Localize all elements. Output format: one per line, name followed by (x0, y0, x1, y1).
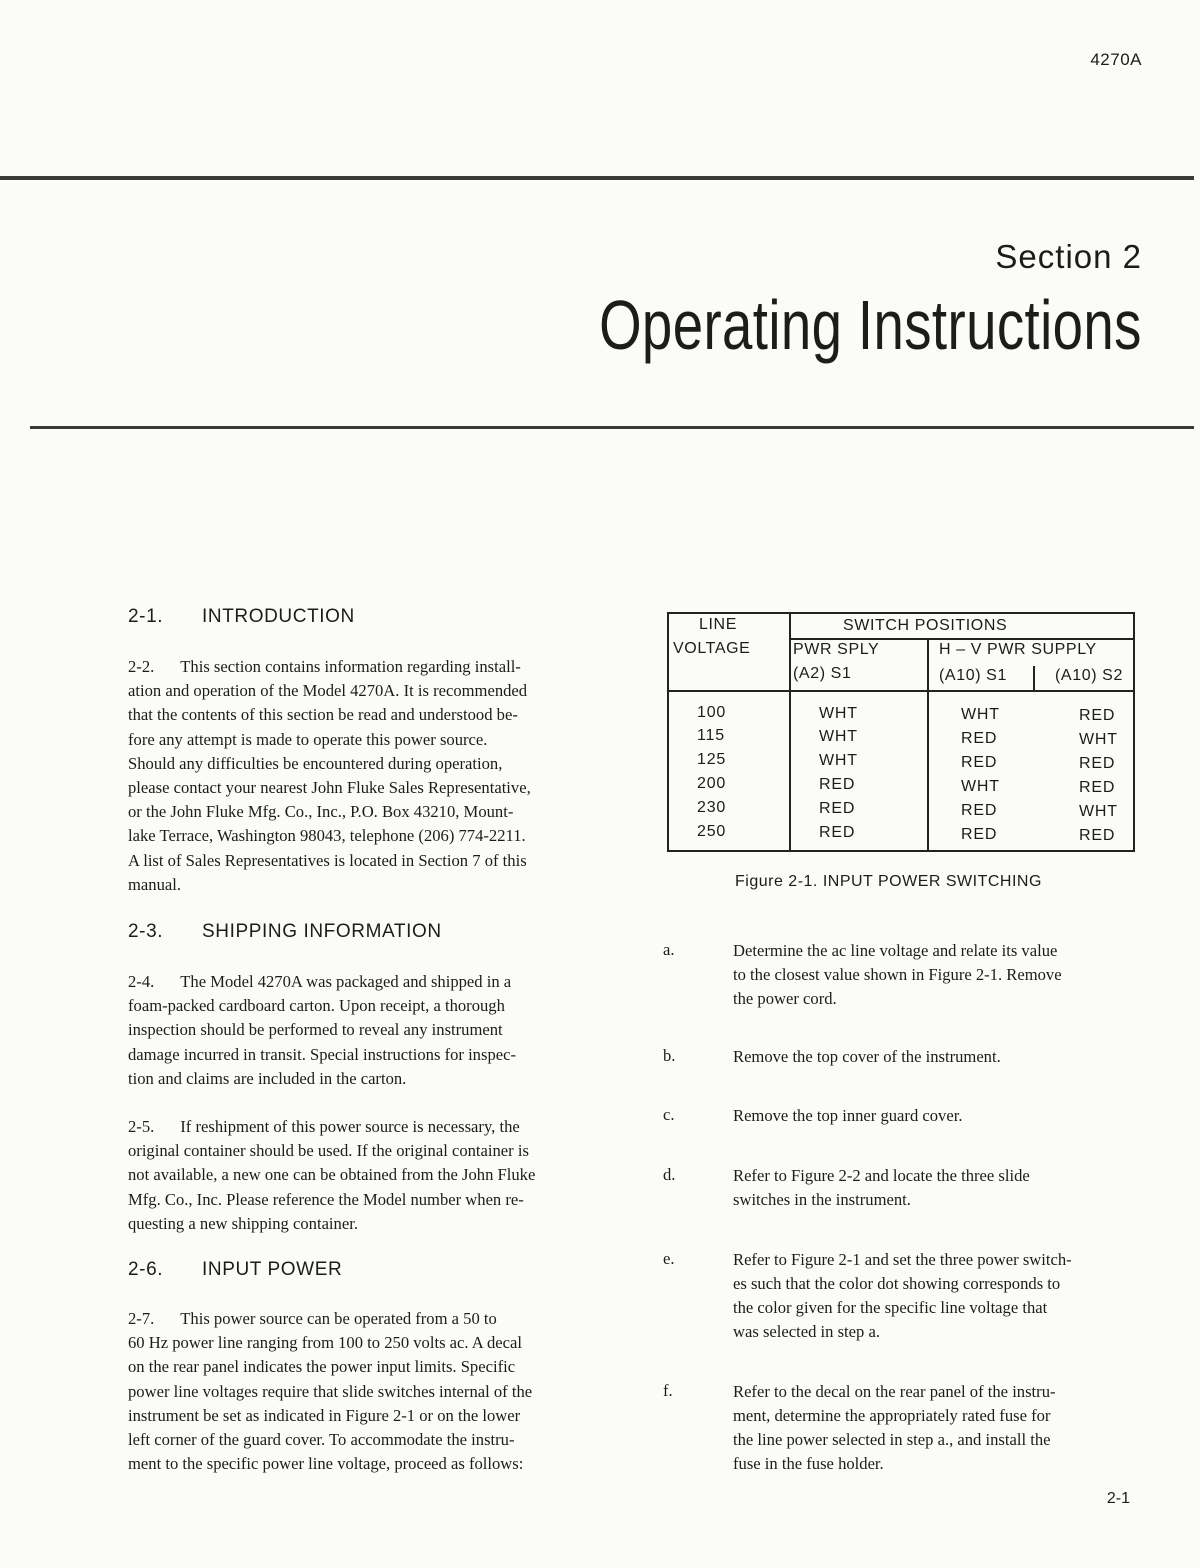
text-line: foam-packed cardboard carton. Upon receipt, a thorough (128, 996, 505, 1016)
table-divider (1033, 666, 1035, 690)
cell-a10s2: RED (1079, 755, 1116, 772)
cell-a10s1: WHT (961, 778, 1000, 795)
text-line: please contact your nearest John Fluke Sales Representative, (128, 778, 531, 798)
step-f-text (733, 1380, 1143, 1476)
cell-a10s1: RED (961, 754, 998, 771)
paragraph-2-4 (128, 970, 618, 1091)
text-line: to the closest value shown in Figure 2-1. Remove (733, 965, 1062, 984)
step-d-text (733, 1164, 1143, 1212)
text-line: manual. (128, 874, 181, 894)
header-pwr-sply: PWR SPLY (793, 641, 880, 658)
cell-voltage: 100 (697, 704, 727, 721)
text-line: the line power selected in step a., and install the (733, 1430, 1051, 1449)
text-line: left corner of the guard cover. To accommodate the instru- (128, 1430, 515, 1450)
section-number: Section 2 (995, 238, 1142, 275)
text-line: or the John Fluke Mfg. Co., Inc., P.O. Box 43210, Mount- (128, 802, 514, 822)
text-line: Mfg. Co., Inc. Please reference the Model number when re- (128, 1189, 524, 1209)
text-line: not available, a new one can be obtained from the John Fluke (128, 1165, 536, 1185)
figure-caption: Figure 2-1. INPUT POWER SWITCHING (735, 873, 1042, 890)
heading-number: 2-3. (128, 921, 164, 942)
table-divider (669, 690, 1133, 692)
cell-a2s1: RED (819, 824, 856, 841)
text-line: was selected in step a. (733, 1322, 880, 1341)
text-line: switches in the instrument. (733, 1190, 911, 1209)
cell-voltage: 250 (697, 823, 727, 840)
text-line: 2-7. This power source can be operated from a 50 to (128, 1309, 497, 1328)
cell-a10s1: WHT (961, 706, 1000, 723)
text-line: Remove the top cover of the instrument. (733, 1047, 1001, 1066)
header-a10-s2: (A10) S2 (1055, 667, 1123, 684)
text-line: the power cord. (733, 989, 837, 1008)
text-line: ment, determine the appropriately rated fuse for (733, 1406, 1051, 1425)
text-line: Refer to Figure 2-1 and set the three power switch- (733, 1250, 1072, 1269)
cell-a10s1: RED (961, 730, 998, 747)
step-letter: a. (663, 940, 675, 959)
text-line: ment to the specific power line voltage, proceed as follows: (128, 1454, 524, 1474)
cell-a10s1: RED (961, 802, 998, 819)
paragraph-number: 2-4. (128, 972, 155, 991)
page-number: 2-1 (1106, 1490, 1130, 1507)
header-switch-positions: SWITCH POSITIONS (843, 617, 1008, 634)
cell-a2s1: RED (819, 776, 856, 793)
text-line: questing a new shipping container. (128, 1213, 358, 1233)
cell-a10s2: WHT (1079, 803, 1118, 820)
cell-a2s1: WHT (819, 728, 858, 745)
text-line: Refer to Figure 2-2 and locate the three slide (733, 1166, 1030, 1185)
heading-title: SHIPPING INFORMATION (202, 921, 442, 942)
text-line: A list of Sales Representatives is located in Section 7 of this (128, 850, 527, 870)
text-line: fuse in the fuse holder. (733, 1454, 884, 1473)
paragraph-2-5 (128, 1115, 618, 1236)
bottom-rule (30, 426, 1194, 429)
text-line: 2-2. This section contains information regarding install- (128, 657, 521, 676)
cell-a2s1: WHT (819, 752, 858, 769)
cell-a10s1: RED (961, 826, 998, 843)
table-divider (789, 614, 791, 850)
text-line: on the rear panel indicates the power input limits. Specific (128, 1357, 516, 1377)
table-divider (789, 638, 1133, 640)
text-line: that the contents of this section be read and understood be- (128, 705, 518, 725)
text-line: original container should be used. If the original container is (128, 1141, 529, 1161)
text-line: ation and operation of the Model 4270A. It is recommended (128, 681, 528, 701)
text-line: power line voltages require that slide switches internal of the (128, 1381, 533, 1401)
model-number: 4270A (1090, 50, 1142, 69)
step-c-text (733, 1104, 1143, 1128)
step-b-text (733, 1045, 1143, 1069)
table-divider (927, 640, 929, 850)
text-line: 2-4. The Model 4270A was packaged and shipped in a (128, 972, 512, 991)
text-line: Refer to the decal on the rear panel of the instru- (733, 1382, 1056, 1401)
step-e-text (733, 1248, 1143, 1344)
cell-a10s2: RED (1079, 707, 1116, 724)
cell-a2s1: WHT (819, 705, 858, 722)
text-line: Should any difficulties be encountered during operation, (128, 753, 503, 773)
paragraph-2-2 (128, 655, 618, 897)
heading-introduction (128, 606, 355, 628)
text-line: es such that the color dot showing corresponds to (733, 1274, 1061, 1293)
step-letter: b. (663, 1046, 676, 1065)
header-line: LINE (699, 616, 737, 633)
text-line: 60 Hz power line ranging from 100 to 250 volts ac. A decal (128, 1333, 523, 1353)
heading-number: 2-1. (128, 606, 164, 627)
text-line: Determine the ac line voltage and relate its value (733, 941, 1058, 960)
text-line: damage incurred in transit. Special instructions for inspec- (128, 1044, 516, 1064)
paragraph-number: 2-2. (128, 657, 155, 676)
heading-shipping-information (128, 921, 442, 943)
heading-title: INTRODUCTION (202, 606, 355, 627)
header-a10-s1: (A10) S1 (939, 667, 1007, 684)
cell-a10s2: WHT (1079, 731, 1118, 748)
text-line: lake Terrace, Washington 98043, telephone (206) 774-2211. (128, 826, 526, 846)
text-line: tion and claims are included in the carton. (128, 1068, 407, 1088)
header-hv-pwr-supply: H – V PWR SUPPLY (939, 641, 1097, 658)
paragraph-2-7 (128, 1307, 618, 1476)
heading-title: INPUT POWER (202, 1259, 343, 1280)
top-rule (0, 176, 1194, 180)
heading-number: 2-6. (128, 1259, 164, 1280)
paragraph-number: 2-5. (128, 1117, 155, 1136)
heading-input-power (128, 1259, 342, 1281)
paragraph-number: 2-7. (128, 1309, 155, 1328)
text-line: the color given for the specific line voltage that (733, 1298, 1048, 1317)
text-line: 2-5. If reshipment of this power source is necessary, the (128, 1117, 520, 1136)
step-letter: d. (663, 1165, 676, 1184)
text-line: inspection should be performed to reveal any instrument (128, 1020, 503, 1040)
step-letter: c. (663, 1105, 675, 1124)
cell-a2s1: RED (819, 800, 856, 817)
section-title: Operating Instructions (599, 286, 1142, 364)
header-voltage: VOLTAGE (673, 640, 751, 657)
cell-a10s2: RED (1079, 779, 1116, 796)
cell-voltage: 115 (697, 727, 725, 744)
step-letter: e. (663, 1249, 675, 1268)
cell-voltage: 230 (697, 799, 727, 816)
text-line: fore any attempt is made to operate this power source. (128, 729, 488, 749)
text-line: Remove the top inner guard cover. (733, 1106, 963, 1125)
cell-a10s2: RED (1079, 827, 1116, 844)
text-line: instrument be set as indicated in Figure 2-1 or on the lower (128, 1405, 521, 1425)
cell-voltage: 200 (697, 775, 727, 792)
cell-voltage: 125 (697, 751, 727, 768)
step-a-text (733, 939, 1143, 1011)
header-a2-s1: (A2) S1 (793, 665, 852, 682)
step-letter: f. (663, 1381, 673, 1400)
switch-positions-table (667, 612, 1135, 852)
